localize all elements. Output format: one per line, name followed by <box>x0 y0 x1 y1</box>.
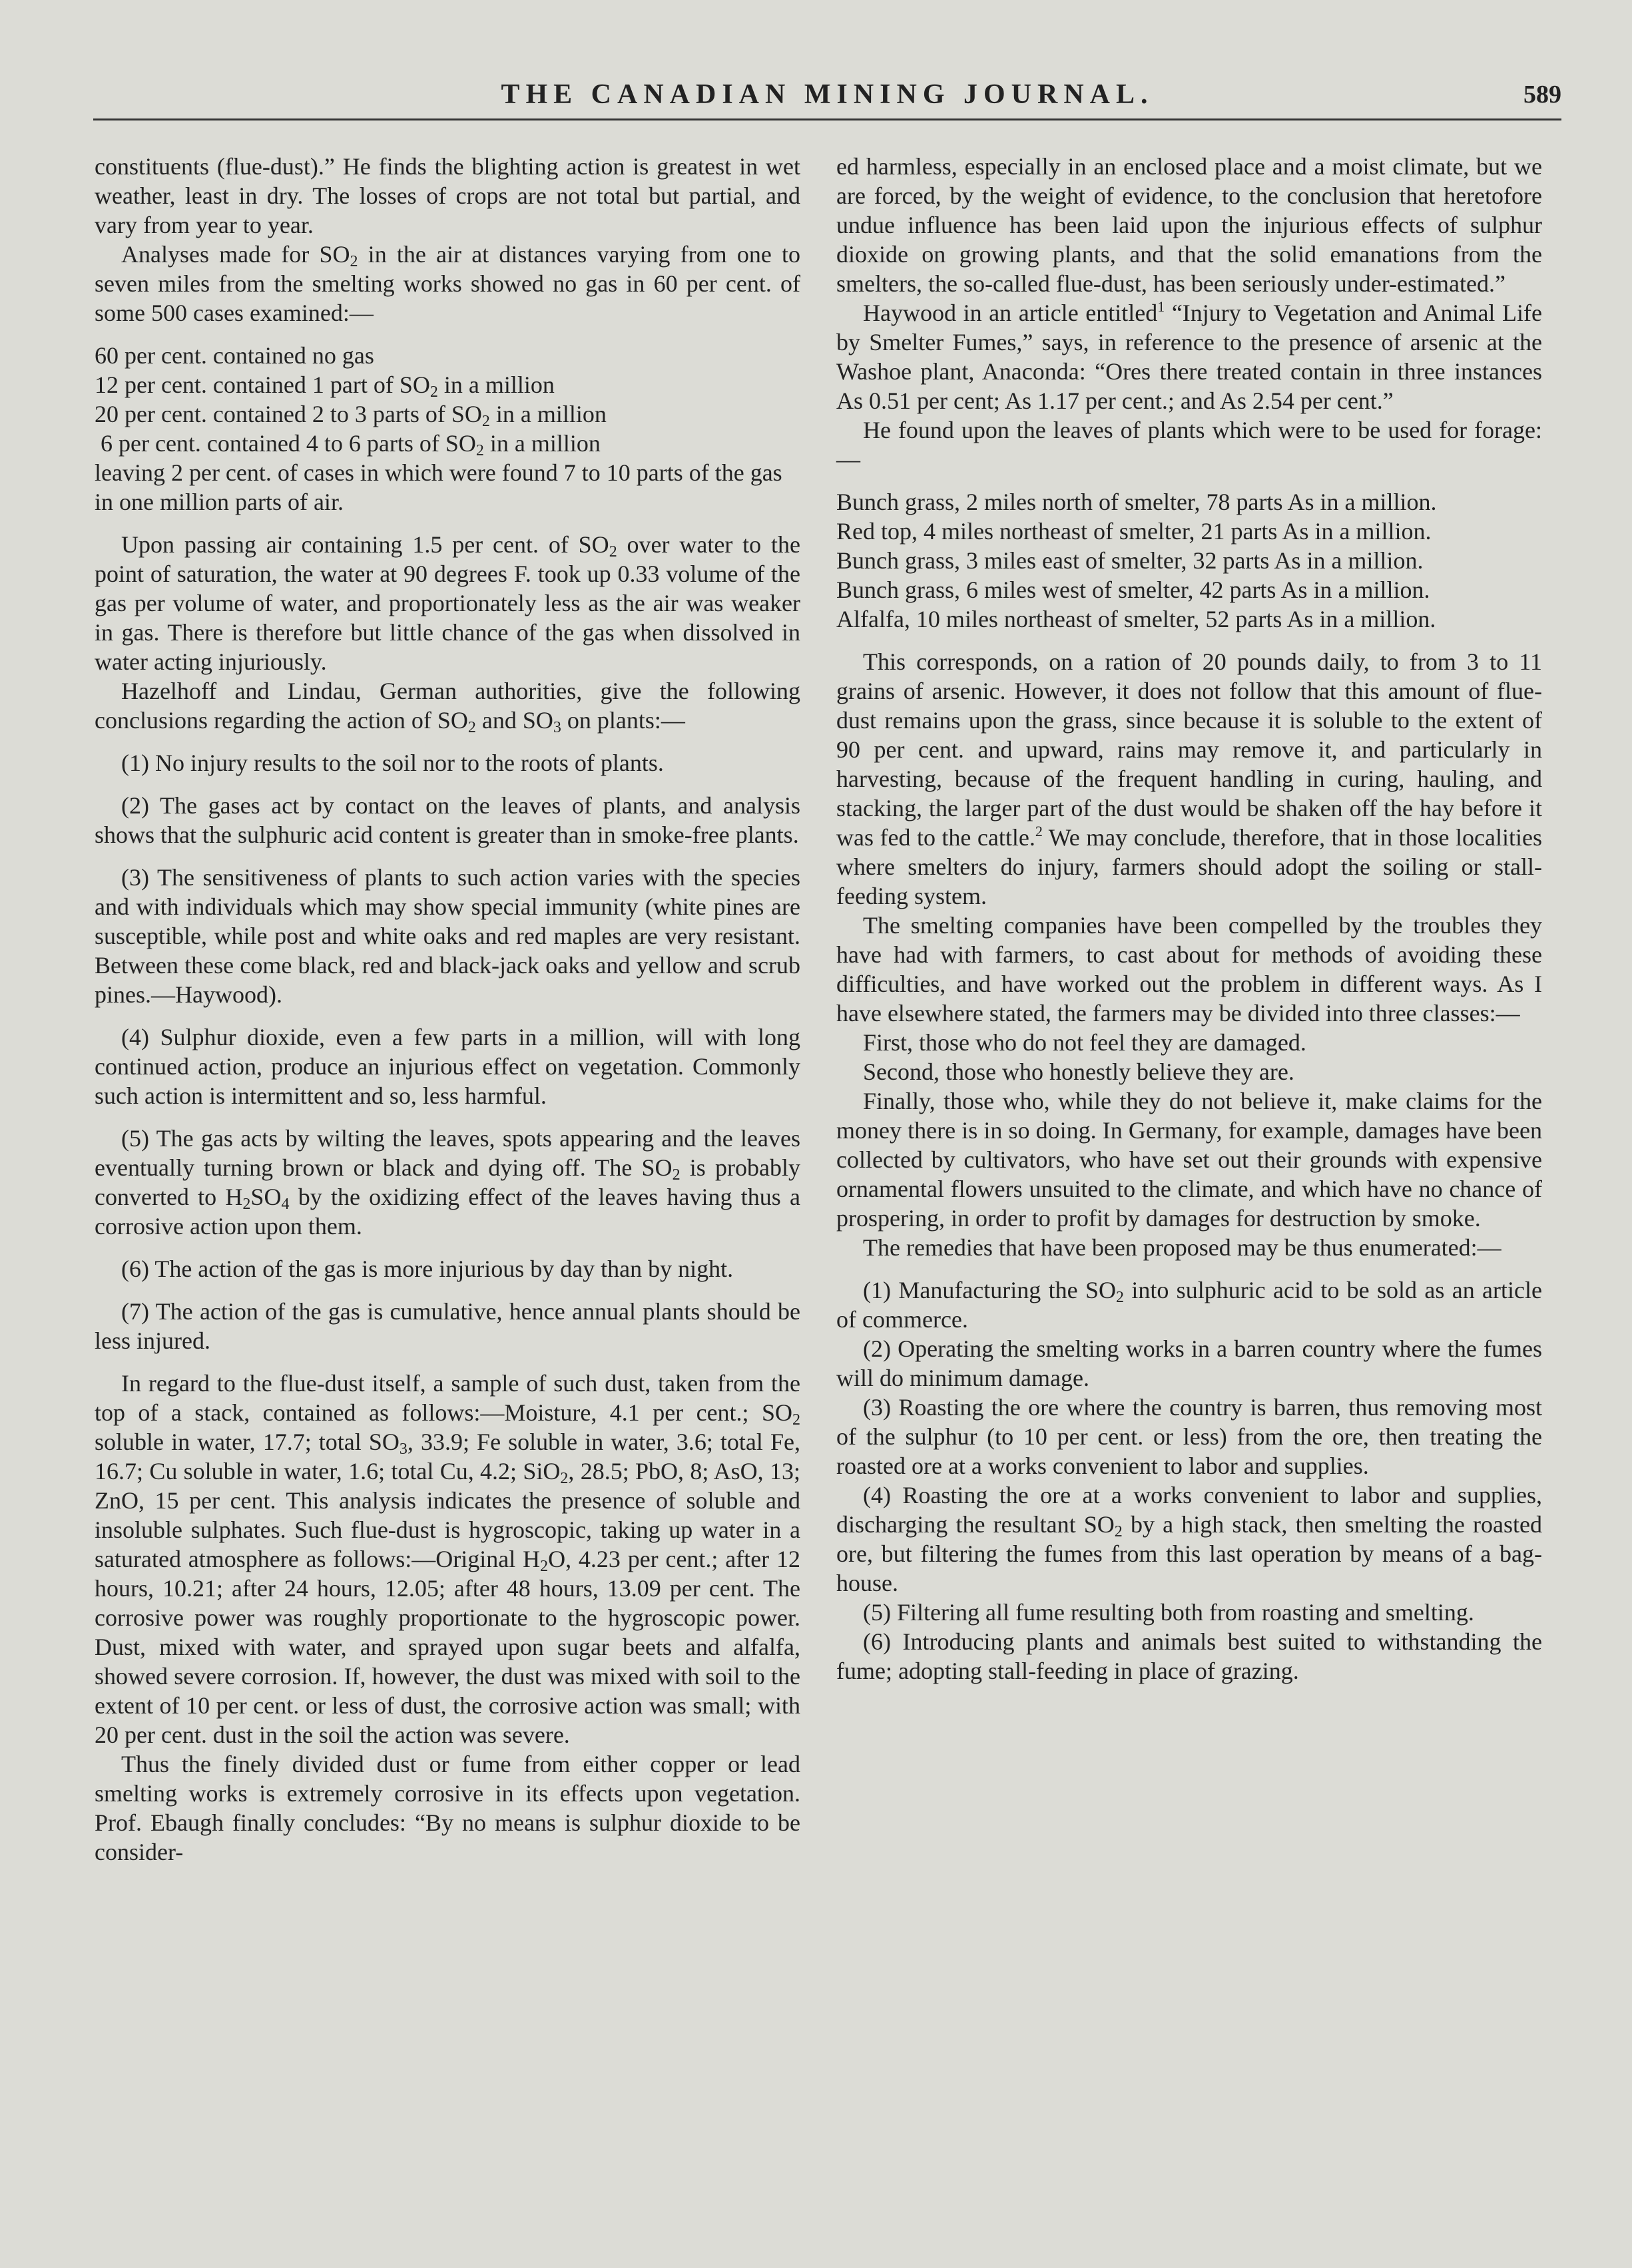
page-header <box>93 79 1561 120</box>
paragraph: Hazelhoff and Lindau, German authorities, give the following conclusions regarding the action of $SO_2$ and $SO_3$ on plants:— <box>95 678 800 736</box>
so2-measurements-list: 60 per cent. contained no gas 12 per cent. contained 1 part of $SO_2$ in a million 20 per cent. contained 2 to 3 parts of $SO_2$ in a million 6 per cent. contained 4 to 6 parts of $SO_2$ in a million leaving 2 per cent. of cases in which were found 7 to 10 parts of the gas in one million parts of air. <box>95 342 782 515</box>
page-number: 589 <box>1523 81 1561 109</box>
conclusion-item: (1) No injury results to the soil nor to the roots of plants. <box>121 750 664 776</box>
paragraph: In regard to the flue-dust itself, a sample of such dust, taken from the top of a stack, contained as follows:—Moisture, 4.1 per cent.; $SO_2$ soluble in water, 17.7; total $SO_3$, 33.9; Fe soluble in water, 3.6; total Fe, 16.7; Cu soluble in water, 1.6; total Cu, 4.2; SiO$_2$, 28.5; PbO, 8; AsO, 13; ZnO, 15 per cent. This analysis indicates the presence of soluble and insoluble sulphates. Such flue-dust is hygroscopic, taking up water in a saturated atmosphere as follows:—Original $H_2O$, 4.23 per cent.; after 12 hours, 10.21; after 24 hours, 12.05; after 48 hours, 13.09 per cent. The corrosive power was roughly proportionate to the hygroscopic power. Dust, mixed with water, and sprayed upon sugar beets and alfalfa, showed severe corrosion. If, however, the dust was mixed with soil to the extent of 10 per cent. or less of dust, the corrosive action was small; with 20 per cent. dust in the soil the action was severe. <box>95 1370 800 1748</box>
arsenic-sample-item: Bunch grass, 6 miles west of smelter, 42 parts As in a million. <box>836 576 1430 603</box>
conclusion-item: (2) The gases act by contact on the leaves of plants, and analysis shows that the sulphuric acid content is greater than in smoke-free plants. <box>95 792 800 848</box>
paragraph: Analyses made for $SO_2$ in the air at distances varying from one to seven miles from the smelting works showed no gas in 60 per cent. of some 500 cases examined:— <box>95 241 800 326</box>
farmer-class-item: Second, those who honestly believe they are. <box>863 1058 1294 1085</box>
conclusion-item: (3) The sensitiveness of plants to such action varies with the species and with individuals which may show special immunity (white pines are susceptible, while post and white oaks and red maples are very resistant. Between these come black, red and black-jack oaks and yellow and scrub pines.—Haywood). <box>95 864 800 1008</box>
arsenic-sample-item: Bunch grass, 2 miles north of smelter, 78 parts As in a million. <box>836 489 1437 515</box>
arsenic-sample-item: Bunch grass, 3 miles east of smelter, 32 parts As in a million. <box>836 547 1424 574</box>
remedy-item: (1) Manufacturing the $SO_2$ into sulphuric acid to be sold as an article of commerce. <box>836 1277 1542 1333</box>
conclusion-item: (6) The action of the gas is more injurious by day than by night. <box>121 1255 734 1282</box>
arsenic-sample-item: Alfalfa, 10 miles northeast of smelter, 52 parts As in a million. <box>836 606 1436 632</box>
remedy-item: (2) Operating the smelting works in a barren country where the fumes will do minimum damage. <box>836 1335 1542 1391</box>
paragraph: He found upon the leaves of plants which were to be used for forage:— <box>836 417 1542 473</box>
remedy-item: (6) Introducing plants and animals best suited to withstanding the fume; adopting stall-feeding in place of grazing. <box>836 1628 1542 1684</box>
paragraph: Upon passing air containing 1.5 per cent. of $SO_2$ over water to the point of saturation, the water at 90 degrees F. took up 0.33 volume of the gas per volume of water, and proportionately less as the air was weaker in gas. There is therefore but little chance of the gas when dissolved in water acting injuriously. <box>95 531 800 675</box>
farmer-class-item: Finally, those who, while they do not believe it, make claims for the money there is in so doing. In Germany, for example, damages have been collected by cultivators, who have set out their grounds with expensive ornamental flowers unsuited to the climate, and which have no chance of prospering, in order to profit by damages for destruction by smoke. <box>836 1088 1542 1232</box>
conclusion-item: (5) The gas acts by wilting the leaves, spots appearing and the leaves eventually turning brown or black and dying off. The $SO_2$ is probably converted to $H_2SO_4$ by the oxidizing effect of the leaves having thus a corrosive action upon them. <box>95 1125 800 1240</box>
arsenic-sample-item: Red top, 4 miles northeast of smelter, 21 parts As in a million. <box>836 518 1432 545</box>
right-column <box>836 152 1542 1686</box>
journal-title: THE CANADIAN MINING JOURNAL. <box>501 79 1154 110</box>
paragraph: ed harmless, especially in an enclosed place and a moist climate, but we are forced, by the weight of evidence, to the conclusion that heretofore undue influence has been laid upon the injurious effects of sulphur dioxide on growing plants, and that the solid emanations from the smelters, the so-called flue-dust, has been seriously under-estimated.” <box>836 153 1542 297</box>
remedy-item: (5) Filtering all fume resulting both from roasting and smelting. <box>863 1599 1474 1626</box>
paragraph: This corresponds, on a ration of 20 pounds daily, to from 3 to 11 grains of arsenic. However, it does not follow that this amount of flue-dust remains upon the grass, since because it is soluble to the extent of 90 per cent. and upward, rains may remove it, and particularly in harvesting, because of the frequent handling in curing, hauling, and stacking, the larger part of the dust would be shaken off the hay before it was fed to the cattle.$^2$ We may conclude, therefore, that in those localities where smelters do injury, farmers should adopt the soiling or stall-feeding system. <box>836 648 1542 909</box>
paragraph: Thus the finely divided dust or fume from either copper or lead smelting works is extremely corrosive in its effects upon vegetation. Prof. Ebaugh finally concludes: “By no means is sulphur dioxide to be consider- <box>95 1751 800 1865</box>
paragraph: Haywood in an article entitled$^1$ “Injury to Vegetation and Animal Life by Smelter Fumes,” says, in reference to the presence of arsenic at the Washoe plant, Anaconda: “Ores there treated contain in three instances As 0.51 per cent; As 1.17 per cent.; and As 2.54 per cent.” <box>836 298 1542 414</box>
conclusion-item: (7) The action of the gas is cumulative, hence annual plants should be less injured. <box>95 1298 800 1354</box>
paragraph: constituents (flue-dust).” He finds the blighting action is greatest in wet weather, least in dry. The losses of crops are not total but partial, and vary from year to year. <box>95 153 800 238</box>
paragraph: The remedies that have been proposed may be thus enumerated:— <box>863 1234 1501 1261</box>
paragraph: The smelting companies have been compelled by the troubles they have had with farmers, to cast about for methods of avoiding these difficulties, and have worked out the problem in different ways. As I have elsewhere stated, the farmers may be divided into three classes:— <box>836 912 1542 1026</box>
farmer-class-item: First, those who do not feel they are damaged. <box>863 1029 1306 1056</box>
left-column <box>95 152 800 1867</box>
remedy-item: (3) Roasting the ore where the country is barren, thus removing most of the sulphur (to 10 per cent. or less) from the ore, then treating the roasted ore at a works convenient to labor and supplies. <box>836 1394 1542 1479</box>
remedy-item: (4) Roasting the ore at a works convenient to labor and supplies, discharging the resultant $SO_2$ by a high stack, then smelting the roasted ore, but filtering the fumes from this last operation by means of a bag-house. <box>836 1482 1542 1596</box>
conclusion-item: (4) Sulphur dioxide, even a few parts in a million, will with long continued action, produce an injurious effect on vegetation. Commonly such action is intermittent and so, less harmful. <box>95 1024 800 1109</box>
